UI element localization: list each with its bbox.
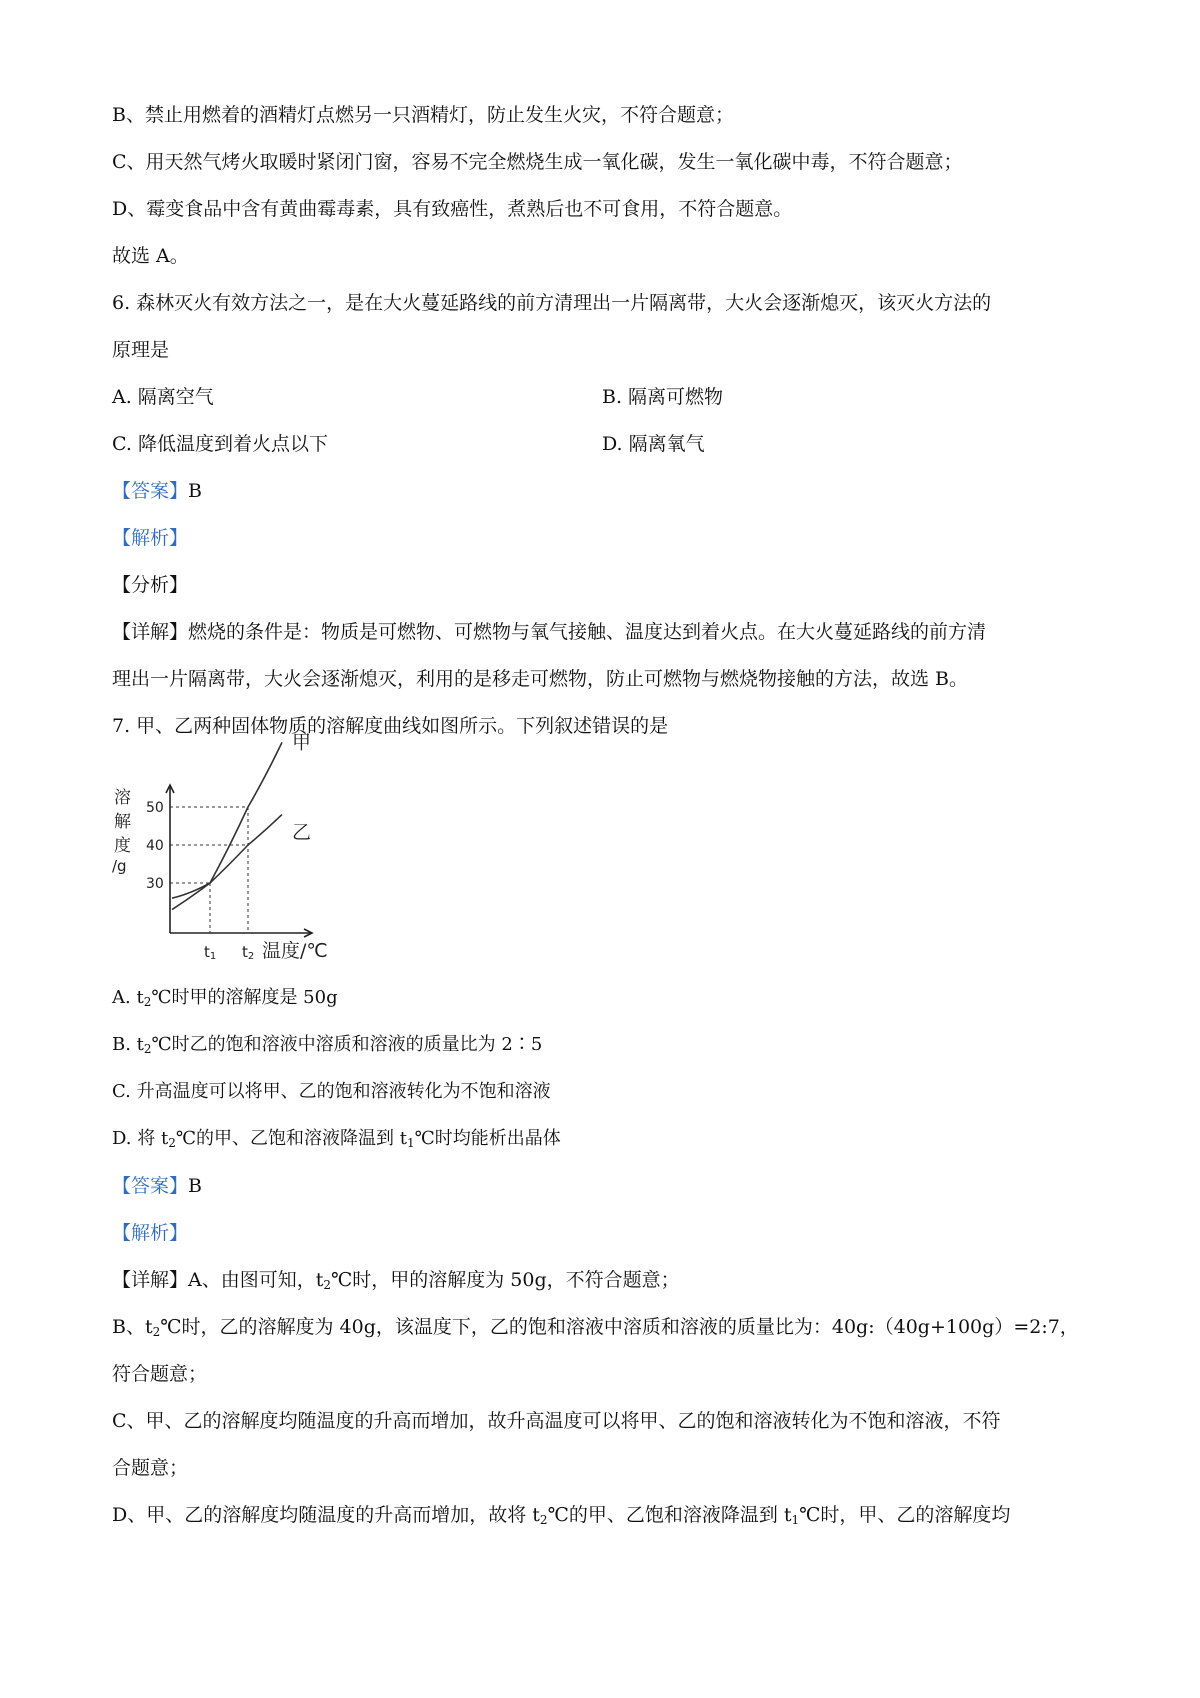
- text: ℃时，甲、乙的溶解度均: [799, 1504, 1011, 1526]
- subscript: 1: [791, 1513, 800, 1527]
- q7-answer: [112, 1174, 202, 1198]
- prev-option-d: D、霉变食品中含有黄曲霉毒素，具有致癌性，煮熟后也不可食用，不符合题意。: [112, 198, 793, 220]
- y-tick-label: 30: [146, 876, 164, 892]
- subscript: 1: [406, 1136, 415, 1150]
- answer-value: B: [188, 480, 202, 502]
- series-line-jia: [172, 742, 282, 898]
- q6-detail-line1: [112, 620, 986, 644]
- text: ℃时均能析出晶体: [414, 1128, 561, 1149]
- subscript: 2: [539, 1513, 548, 1527]
- series-label: 甲: [292, 731, 312, 754]
- subscript: 2: [143, 1042, 152, 1056]
- text: ℃时，甲的溶解度为 50g，不符合题意；: [331, 1269, 680, 1291]
- subscript: 2: [152, 1325, 161, 1339]
- q6-detail-line2: 理出一片隔离带，大火会逐渐熄灭，利用的是移走可燃物，防止可燃物与燃烧物接触的方法，故选 B。: [112, 668, 969, 690]
- text: ℃的甲、乙饱和溶液降温到 t: [547, 1504, 792, 1526]
- q7-detail-a: [112, 1268, 680, 1297]
- q6-option-b: B. 隔离可燃物: [602, 386, 724, 408]
- answer-value: B: [188, 1175, 202, 1197]
- y-axis-label-char: 解: [114, 812, 131, 832]
- q7-option-c: C. 升高温度可以将甲、乙的饱和溶液转化为不饱和溶液: [112, 1081, 551, 1102]
- subscript: 2: [168, 1136, 176, 1150]
- x-tick-label: t2: [242, 943, 255, 962]
- prev-conclusion: 故选 A。: [112, 245, 189, 267]
- y-tick-label: 50: [146, 800, 164, 816]
- q7-option-b: [112, 1033, 542, 1061]
- q7-detail-b-line2: 符合题意；: [112, 1363, 208, 1385]
- q7-stem: 7. 甲、乙两种固体物质的溶解度曲线如图所示。下列叙述错误的是: [112, 715, 669, 737]
- y-axis-label-char: 溶: [114, 788, 131, 808]
- text: ℃时乙的饱和溶液中溶质和溶液的质量比为 2∶5: [151, 1034, 543, 1055]
- answer-tag: 【答案】: [112, 1175, 189, 1197]
- q7-detail-b: [112, 1315, 1079, 1344]
- q6-stem-line1: 6. 森林灭火有效方法之一，是在大火蔓延路线的前方清理出一片隔离带，大火会逐渐熄灭，该灭火方法的: [112, 292, 992, 314]
- detail-text: 燃烧的条件是：物质是可燃物、可燃物与氧气接触、温度达到着火点。在大火蔓延路线的前方清: [188, 621, 987, 643]
- q7-detail-d: [112, 1503, 1010, 1532]
- y-axis-unit: /g: [112, 857, 127, 875]
- text: A、由图可知，t: [188, 1269, 324, 1291]
- prev-option-c: C、用天然气烤火取暖时紧闭门窗，容易不完全燃烧生成一氧化碳，发生一氧化碳中毒，不符合题意；: [112, 151, 963, 173]
- q7-option-a: [112, 986, 338, 1014]
- q7-option-d: [112, 1127, 561, 1155]
- q6-option-a: A. 隔离空气: [112, 386, 214, 408]
- text: D、甲、乙的溶解度均随温度的升高而增加，故将 t: [112, 1504, 540, 1526]
- y-axis-label-char: 度: [114, 836, 131, 856]
- q7-detail-c-line1: C、甲、乙的溶解度均随温度的升高而增加，故升高温度可以将甲、乙的饱和溶液转化为不饱和溶液，不符: [112, 1410, 1001, 1432]
- answer-tag: 【答案】: [112, 480, 189, 502]
- y-tick-label: 40: [146, 838, 164, 854]
- subscript: 2: [323, 1278, 332, 1292]
- q6-answer: [112, 479, 202, 503]
- text: D. 将 t: [112, 1128, 169, 1149]
- series-label: 乙: [292, 821, 312, 844]
- text: A. t: [112, 987, 144, 1008]
- x-tick-label: t1: [204, 943, 217, 962]
- detail-tag: 【详解】: [112, 1269, 189, 1291]
- q6-fenxi-tag: 【分析】: [112, 574, 189, 596]
- q6-option-d: D. 隔离氧气: [602, 433, 705, 455]
- q7-analysis-tag: 【解析】: [112, 1222, 189, 1244]
- prev-option-b: B、禁止用燃着的酒精灯点燃另一只酒精灯，防止发生火灾，不符合题意；: [112, 104, 734, 126]
- text: ℃时甲的溶解度是 50g: [151, 987, 338, 1008]
- q7-detail-c-line2: 合题意；: [112, 1457, 189, 1479]
- q6-stem-line2: 原理是: [112, 339, 170, 361]
- text: ℃时，乙的溶解度为 40g，该温度下，乙的饱和溶液中溶质和溶液的质量比为：40g:（40g+100g）=2:7，: [160, 1316, 1079, 1338]
- text: B、t: [112, 1316, 153, 1338]
- solubility-chart: [112, 731, 372, 970]
- text: B. t: [112, 1034, 144, 1055]
- q6-option-c: C. 降低温度到着火点以下: [112, 433, 328, 455]
- text: ℃的甲、乙饱和溶液降温到 t: [175, 1128, 407, 1149]
- series-line-yi: [172, 815, 282, 910]
- q6-analysis-tag: 【解析】: [112, 527, 189, 549]
- subscript: 2: [143, 995, 152, 1009]
- x-axis-label: 温度/℃: [262, 940, 328, 962]
- detail-tag: 【详解】: [112, 621, 189, 643]
